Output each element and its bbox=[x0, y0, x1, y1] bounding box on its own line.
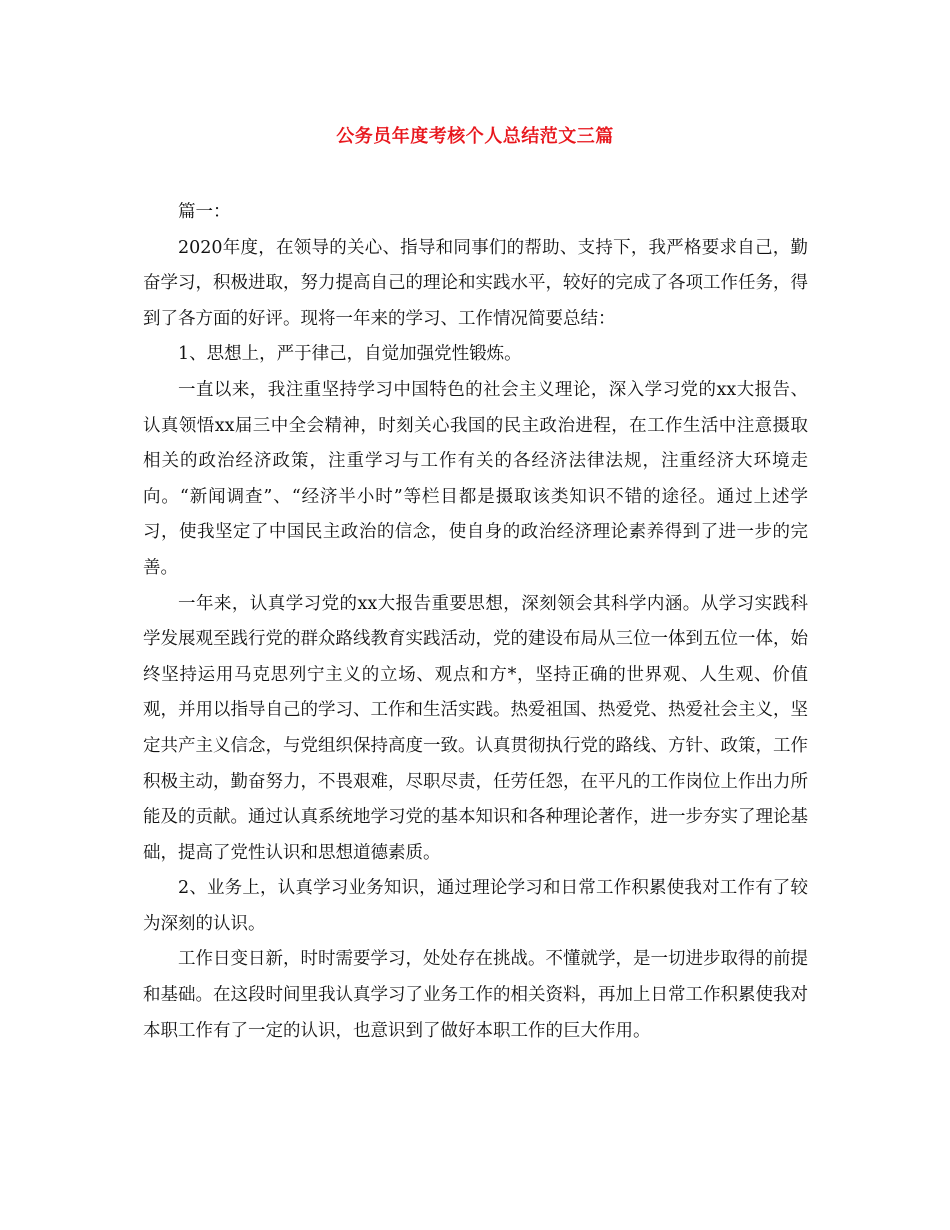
paragraph-point-1: 1、思想上，严于律己，自觉加强党性锻炼。 bbox=[178, 344, 522, 365]
paragraph-party-study: 一年来，认真学习党的xx大报告重要思想，深刻领会其科学内涵。从学习实践科学发展观至践行党的群众路线教育实践活动，党的建设布局从三位一体到五位一体，始终坚持运用马克思列宁主义的立场、观点和方*，坚持正确的世界观、人生观、价值观，并用以指导自己的学习、工作和生活实践。热爱祖国、热爱党、热爱社会主义，坚定共产主义信念，与党组织保持高度一致。认真贯彻执行党的路线、方针、政策，工作积极主动，勤奋努力，不畏艰难，尽职尽责，任劳任怨，在平凡的工作岗位上作出力所能及的贡献。通过认真系统地学习党的基本知识和各种理论著作，进一步夯实了理论基础，提高了党性认识和思想道德素质。 bbox=[143, 593, 808, 863]
paragraph-work-learning: 工作日变日新，时时需要学习，处处存在挑战。不懂就学，是一切进步取得的前提和基础。在这段时间里我认真学习了业务工作的相关资料，再加上日常工作积累使我对本职工作有了一定的认识，也意识到了做好本职工作的巨大作用。 bbox=[143, 949, 808, 1041]
document-body bbox=[143, 195, 808, 1049]
paragraph-theory-study: 一直以来，我注重坚持学习中国特色的社会主义理论，深入学习党的xx大报告、认真领悟xx届三中全会精神，时刻关心我国的民主政治进程，在工作生活中注意摄取相关的政治经济政策，注重学习与工作有关的各经济法律法规，注重经济大环境走向。“新闻调查”、“经济半小时”等栏目都是摄取该类知识不错的途径。通过上述学习，使我坚定了中国民主政治的信念，使自身的政治经济理论素养得到了进一步的完善。 bbox=[143, 379, 808, 578]
paragraph-intro: 2020年度，在领导的关心、指导和同事们的帮助、支持下，我严格要求自己，勤奋学习，积极进取，努力提高自己的理论和实践水平，较好的完成了各项工作任务，得到了各方面的好评。现将一年来的学习、工作情况简要总结： bbox=[143, 237, 808, 329]
document-title: 公务员年度考核个人总结范文三篇 bbox=[336, 126, 614, 147]
paragraph-point-2: 2、业务上，认真学习业务知识，通过理论学习和日常工作积累使我对工作有了较为深刻的认识。 bbox=[143, 878, 808, 934]
paragraph-section-heading: 篇一： bbox=[178, 202, 231, 222]
